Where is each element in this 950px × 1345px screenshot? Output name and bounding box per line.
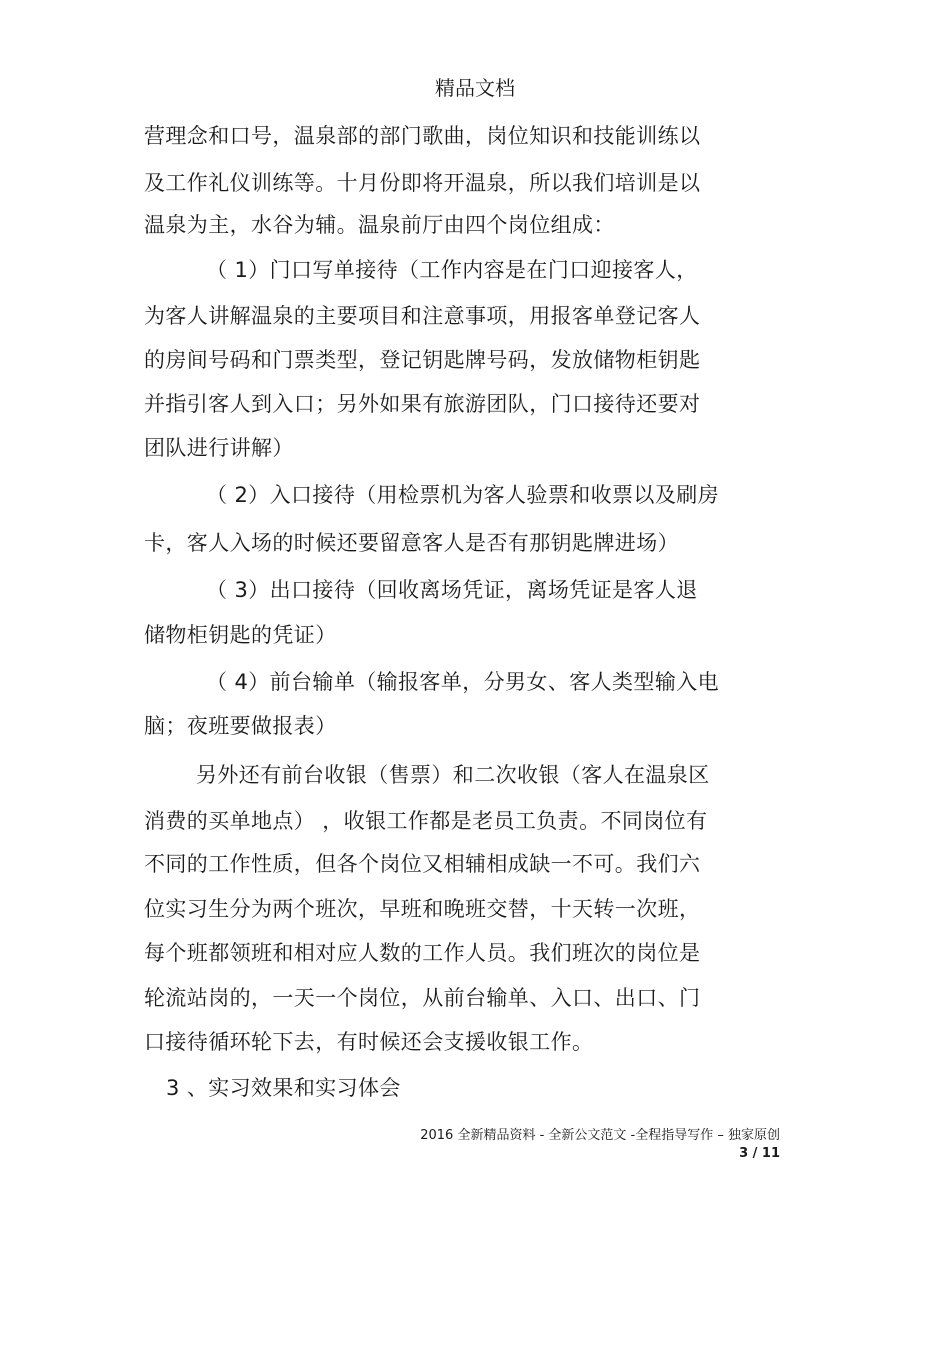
paragraph-line: 另外还有前台收银（售票）和二次收银（客人在温泉区 <box>196 763 710 787</box>
paragraph-line: 不同的工作性质，但各个岗位又相辅相成缺一不可。我们六 <box>144 852 701 876</box>
paragraph-line: （ 2）入口接待（用检票机为客人验票和收票以及刷房 <box>206 483 720 507</box>
paragraph-line: 团队进行讲解） <box>144 436 294 460</box>
paragraph-line: 并指引客人到入口；另外如果有旅游团队，门口接待还要对 <box>144 392 701 416</box>
paragraph-line: 储物柜钥匙的凭证） <box>144 623 337 647</box>
paragraph-line: （ 3）出口接待（回收离场凭证，离场凭证是客人退 <box>206 578 698 602</box>
paragraph-line: （ 1）门口写单接待（工作内容是在门口迎接客人， <box>206 258 698 282</box>
paragraph-line: 位实习生分为两个班次，早班和晚班交替，十天转一次班， <box>144 897 701 921</box>
paragraph-line: 的房间号码和门票类型，登记钥匙牌号码，发放储物柜钥匙 <box>144 348 701 372</box>
paragraph-line: 及工作礼仪训练等。十月份即将开温泉，所以我们培训是以 <box>144 171 701 195</box>
paragraph-line: 为客人讲解温泉的主要项目和注意事项，用报客单登记客人 <box>144 304 701 328</box>
paragraph-line: 卡，客人入场的时候还要留意客人是否有那钥匙牌进场） <box>144 531 679 555</box>
paragraph-line: 每个班都领班和相对应人数的工作人员。我们班次的岗位是 <box>144 941 701 965</box>
paragraph-line: 轮流站岗的，一天一个岗位，从前台输单、入口、出口、门 <box>144 986 701 1010</box>
page-number: 3 / 11 <box>739 1146 780 1161</box>
paragraph-line: 营理念和口号，温泉部的部门歌曲，岗位知识和技能训练以 <box>144 124 701 148</box>
paragraph-line: 口接待循环轮下去，有时候还会支援收银工作。 <box>144 1030 594 1054</box>
paragraph-line: 温泉为主，水谷为辅。温泉前厅由四个岗位组成： <box>144 213 615 237</box>
paragraph-line: 脑；夜班要做报表） <box>144 714 337 738</box>
page-header-title: 精品文档 <box>435 76 515 100</box>
paragraph-line: 消费的买单地点） ，收银工作都是老员工负责。不同岗位有 <box>144 809 708 833</box>
footer-promo-text: 2016 全新精品资料 - 全新公文范文 -全程指导写作 – 独家原创 <box>420 1128 780 1143</box>
section-heading: 3 、实习效果和实习体会 <box>166 1076 401 1100</box>
paragraph-line: （ 4）前台输单（输报客单，分男女、客人类型输入电 <box>206 670 720 694</box>
